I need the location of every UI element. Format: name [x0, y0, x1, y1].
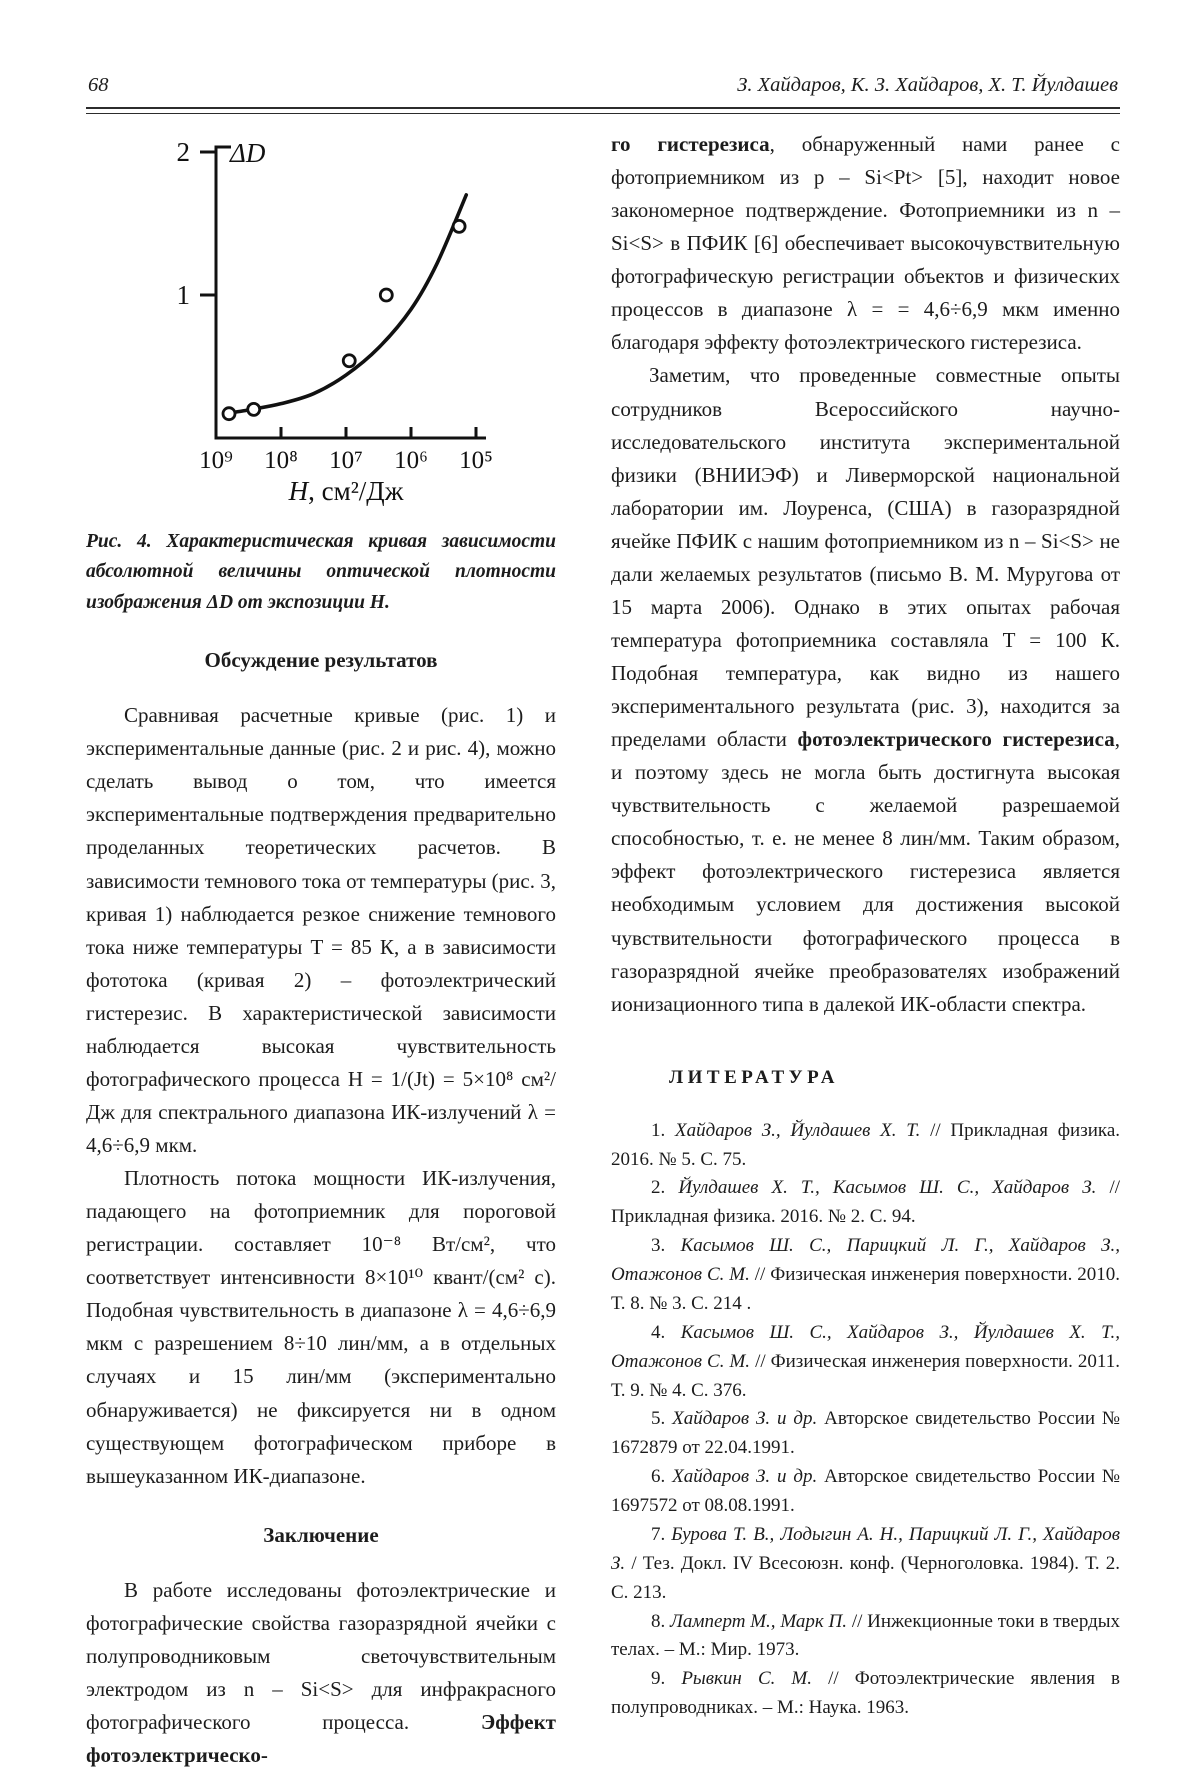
- reference-source: Авторское свидетельство России № 1697572 от 08.08.1991.: [611, 1466, 1121, 1517]
- reference-authors: Хайдаров З. и др.: [672, 1408, 818, 1430]
- reference-source: // Фотоэлектрические явления в полупроводниках. – М.: Наука. 1963.: [611, 1668, 1120, 1719]
- reference-item-9: [611, 1665, 1120, 1723]
- reference-source: // Прикладная физика. 2016. № 2. С. 94.: [611, 1177, 1120, 1228]
- reference-number: 7.: [651, 1523, 672, 1545]
- section-heading-discussion: Обсуждение результатов: [204, 648, 438, 673]
- chart-data-point: [380, 289, 392, 301]
- reference-item-7: [611, 1521, 1120, 1608]
- chart-curve: [226, 195, 467, 414]
- conclusion-paragraph: [86, 1574, 556, 1772]
- reference-number: 8.: [651, 1610, 671, 1632]
- literature-heading: ЛИТЕРАТУРА: [669, 1066, 840, 1088]
- chart-data-point: [343, 355, 355, 367]
- conclusion-text: В работе исследованы фотоэлектрические и фотографические свойства газоразрядной ячейки с полупроводниковым светочувствительным электродом из n – Si<S> для инфракрасного фотографического процесса.: [86, 1577, 556, 1734]
- reference-list: [611, 1117, 1120, 1723]
- chart-x-tick-label: 10⁸: [264, 447, 298, 474]
- reference-authors: Касымов Ш. С., Парицкий Л. Г., Хайдаров З., Отажонов С. М.: [611, 1235, 1120, 1286]
- reference-authors: Бурова Т. В., Лодыгин А. Н., Парицкий Л. Г., Хайдаров З.: [611, 1523, 1120, 1574]
- reference-source: // Физическая инженерия поверхности. 2011. Т. 9. № 4. С. 376.: [611, 1350, 1120, 1401]
- reference-item-2: [611, 1174, 1120, 1232]
- reference-authors: Йулдашев Х. Т., Касымов Ш. С., Хайдаров З.: [678, 1177, 1097, 1199]
- chart-ylabel: ΔD: [230, 138, 266, 168]
- chart-y-tick-label: 2: [176, 137, 190, 167]
- page-header: [86, 74, 1120, 107]
- joint-experiments-bold-run: фотоэлектрического гистерезиса: [797, 727, 1115, 752]
- chart-x-tick-label: 10⁶: [394, 447, 428, 474]
- discussion-paragraph-1: Сравнивая расчетные кривые (рис. 1) и экспериментальные данные (рис. 2 и рис. 4), можно сделать вывод о том, что имеется экспериментальные подтверждения предварительно проделанных теоретических расчетов. В зависимости темнового тока от температуры (рис. 3, кривая 1) наблюдается резкое снижение темнового тока ниже температуры T = 85 К, а в зависимости фототока (кривая 2) – фотоэлектрический гистерезис. В характеристической зависимости наблюдается высокая чувствительность фотографического процесса H = 1/(Jt) = 5×10⁸ см²/Дж для спектрального диапазона ИК-излучений λ = 4,6÷6,9 мкм.: [86, 703, 556, 1158]
- reference-authors: Хайдаров З., Йулдашев Х. Т.: [675, 1119, 921, 1141]
- reference-authors: Рывкин С. М.: [681, 1668, 813, 1690]
- reference-number: 6.: [651, 1466, 673, 1488]
- section-heading-conclusion: Заключение: [263, 1522, 379, 1547]
- joint-experiments-text-b: , и поэтому здесь не могла быть достигнута высокая чувствительность с желаемой разрешаемой способностью, т. е. не менее 8 лин/мм. Таким образом, эффект фотоэлектрического гистерезиса является необходимым условием для достижения высокой чувствительности фотографического процесса в газоразрядной ячейке преобразователях изображений ионизационного типа в далекой ИК-области спектра.: [611, 727, 1120, 1016]
- hysteresis-paragraph: [611, 128, 1120, 359]
- reference-number: 4.: [651, 1321, 681, 1343]
- reference-item-4: [611, 1319, 1120, 1406]
- reference-source: / Тез. Докл. IV Всесоюзн. конф. (Черноголовка. 1984). Т. 2. С. 213.: [611, 1552, 1120, 1603]
- reference-number: 2.: [651, 1177, 679, 1199]
- reference-number: 5.: [651, 1408, 673, 1430]
- reference-source: // Физическая инженерия поверхности. 2010. Т. 8. № 3. С. 214 .: [611, 1264, 1120, 1314]
- chart-axes: [216, 147, 486, 438]
- chart-x-tick-label: 10⁹: [199, 447, 233, 474]
- reference-source: // Инжекционные токи в твердых телах. – М.: Мир. 1973.: [611, 1610, 1120, 1661]
- right-column: [611, 128, 1120, 1772]
- joint-experiments-text-a: Заметим, что проведенные совместные опыты сотрудников Всероссийского научно-исследовательского института экспериментальной физики (ВНИИЭФ) и Ливерморской национальной лаборатории им. Лоуренса, (США) в газоразрядной ячейке ПФИК с нашим фотоприемником из n – Si<S> не дали желаемых результатов (письмо В. М. Муругова от 15 марта 2006). Однако в этих опытах рабочая температура фотоприемника составляла T = 100 К. Подобная температура, как видно из нашего экспериментального результата (рис. 3), находится за пределами области: [611, 363, 1120, 752]
- header-rule: [86, 107, 1120, 114]
- running-authors: З. Хайдаров, К. З. Хайдаров, Х. Т. Йулдашев: [737, 74, 1118, 96]
- chart-x-tick-label: 10⁷: [329, 447, 363, 474]
- hysteresis-bold-run: го гистерезиса: [611, 132, 770, 156]
- reference-source: Авторское свидетельство России № 1672879 от 22.04.1991.: [611, 1408, 1121, 1459]
- two-column-body: [86, 128, 1120, 1772]
- reference-item-8: [611, 1608, 1120, 1666]
- reference-item-6: [611, 1463, 1120, 1521]
- joint-experiments-paragraph: [611, 359, 1120, 1020]
- reference-authors: Ламперт М., Марк П.: [670, 1610, 848, 1632]
- figure-4-caption: Рис. 4. Характеристическая кривая зависимости абсолютной величины оптической плотности изображения ΔD от экспозиции Н.: [86, 531, 556, 613]
- conclusion-bold-run: Эффект фотоэлектрическо-: [86, 1709, 556, 1768]
- reference-authors: Хайдаров З. и др.: [672, 1466, 818, 1488]
- reference-number: 9.: [651, 1668, 682, 1690]
- reference-authors: Касымов Ш. С., Хайдаров З., Йулдашев Х. Т., Отажонов С. М.: [611, 1321, 1120, 1372]
- chart-x-tick-label: 10⁵: [459, 447, 493, 474]
- reference-item-5: [611, 1405, 1120, 1463]
- reference-source: // Прикладная физика. 2016. № 5. С. 75.: [611, 1119, 1120, 1170]
- chart-y-tick-label: 1: [176, 280, 190, 310]
- reference-number: 3.: [651, 1235, 681, 1257]
- chart-data-point: [223, 408, 235, 420]
- figure-4-chart: [86, 128, 556, 506]
- chart-data-point: [248, 403, 260, 415]
- reference-item-1: [611, 1117, 1120, 1175]
- discussion-paragraph-2: Плотность потока мощности ИК-излучения, падающего на фотоприемник для пороговой регистрации. составляет 10⁻⁸ Вт/см², что соответствует интенсивности 8×10¹⁰ квант/(см² с). Подобная чувствительность в диапазоне λ = 4,6÷6,9 мкм с разрешением 8÷10 лин/мм, а в отдельных случаях и 15 лин/мм (экспериментально обнаруживается) не фиксируется ни в одном существующем фотографическом приборе в вышеуказанном ИК-диапазоне.: [86, 1166, 556, 1488]
- hysteresis-text: , обнаруженный нами ранее с фотоприемником из p – Si<Pt> [5], находит новое закономерное подтверждение. Фотоприемники из n – Si<S> в ПФИК [6] обеспечивает высокочувствительную фотографическую регистрации объектов и физических процессов в диапазоне λ = = 4,6÷6,9 мкм именно благодаря эффекту фотоэлектрического гистерезиса.: [611, 132, 1120, 355]
- left-column: [86, 128, 556, 1772]
- chart-xlabel: H, см²/Дж: [288, 476, 404, 506]
- reference-number: 1.: [651, 1119, 675, 1141]
- page-number: 68: [88, 74, 109, 96]
- chart-data-point: [453, 220, 465, 232]
- reference-item-3: [611, 1232, 1120, 1319]
- figure-4: [86, 128, 556, 618]
